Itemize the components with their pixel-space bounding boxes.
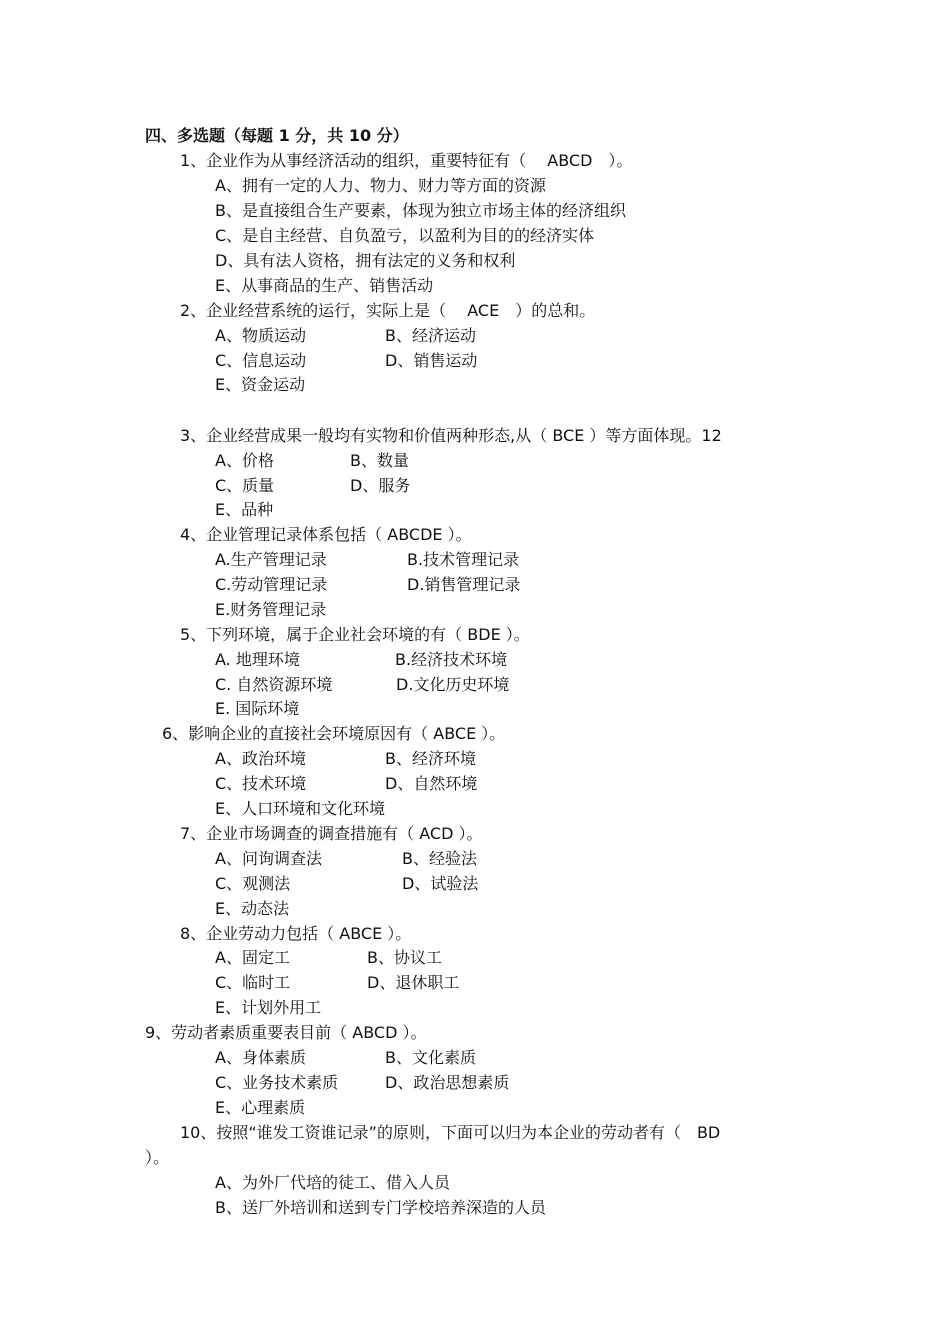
question-6-stem: 6、影响企业的直接社会环境原因有（ ABCE ）。 [162,724,506,743]
question-10-option-b: B、送厂外培训和送到专门学校培养深造的人员 [215,1198,546,1217]
question-6-option-d: D、自然环境 [385,774,478,793]
question-6-option-b: B、经济环境 [385,749,476,768]
question-7-option-b: B、经验法 [402,849,477,868]
question-4-option-d: D.销售管理记录 [407,575,521,594]
question-8-option-c: C、临时工 [215,973,291,992]
question-5-option-b: B.经济技术环境 [395,650,508,669]
question-5-option-a: A. 地理环境 [215,650,300,669]
question-6-option-a: A、政治环境 [215,749,306,768]
question-7-option-a: A、问询调查法 [215,849,322,868]
question-7-option-c: C、观测法 [215,874,291,893]
question-5-option-c: C. 自然资源环境 [215,675,333,694]
question-7-option-e: E、动态法 [215,899,290,918]
question-1-option-a: A、拥有一定的人力、物力、财力等方面的资源 [215,176,546,195]
question-8-option-d: D、退休职工 [367,973,460,992]
question-3-option-b: B、数量 [350,451,409,470]
question-9-option-e: E、心理素质 [215,1098,306,1117]
question-4-option-e: E.财务管理记录 [215,600,327,619]
question-6-option-e: E、人口环境和文化环境 [215,799,386,818]
question-2-option-a: A、物质运动 [215,326,306,345]
question-3-stem: 3、企业经营成果一般均有实物和价值两种形态,从（ BCE ）等方面体现。12 [180,426,722,445]
question-10-stem: 10、按照“谁发工资谁记录”的原则，下面可以归为本企业的劳动者有（ BD [180,1123,721,1142]
question-10-stem-continued: ）。 [145,1148,170,1167]
question-1-stem: 1、企业作为从事经济活动的组织，重要特征有（ ABCD ）。 [180,151,633,170]
question-1-option-b: B、是直接组合生产要素，体现为独立市场主体的经济组织 [215,201,626,220]
section-title: 四、多选题（每题 1 分，共 10 分） [145,126,409,145]
question-4-option-c: C.劳动管理记录 [215,575,328,594]
question-5-option-d: D.文化历史环境 [396,675,510,694]
question-8-option-a: A、固定工 [215,948,290,967]
question-4-option-a: A.生产管理记录 [215,550,327,569]
question-1-option-c: C、是自主经营、自负盈亏，以盈利为目的的经济实体 [215,226,595,245]
question-10-option-a: A、为外厂代培的徒工、借入人员 [215,1173,450,1192]
question-7-stem: 7、企业市场调查的调查措施有（ ACD ）。 [180,824,483,843]
question-8-option-e: E、计划外用工 [215,998,322,1017]
question-3-option-c: C、质量 [215,476,275,495]
question-2-option-b: B、经济运动 [385,326,476,345]
question-1-option-e: E、从事商品的生产、销售活动 [215,276,434,295]
question-2-option-e: E、资金运动 [215,375,306,394]
question-5-option-e: E. 国际环境 [215,699,300,718]
question-9-option-a: A、身体素质 [215,1048,306,1067]
question-8-stem: 8、企业劳动力包括（ ABCE ）。 [180,924,412,943]
question-4-option-b: B.技术管理记录 [407,550,520,569]
question-9-option-d: D、政治思想素质 [385,1073,510,1092]
question-9-option-b: B、文化素质 [385,1048,476,1067]
question-9-option-c: C、业务技术素质 [215,1073,339,1092]
question-2-option-d: D、销售运动 [385,351,478,370]
question-3-option-a: A、价格 [215,451,274,470]
question-6-option-c: C、技术环境 [215,774,307,793]
question-5-stem: 5、下列环境，属于企业社会环境的有（ BDE ）。 [180,625,530,644]
question-7-option-d: D、试验法 [402,874,479,893]
question-8-option-b: B、协议工 [367,948,442,967]
question-3-option-e: E、品种 [215,500,274,519]
question-1-option-d: D、具有法人资格，拥有法定的义务和权利 [215,251,516,270]
question-9-stem: 9、劳动者素质重要表目前（ ABCD ）。 [145,1023,427,1042]
question-2-option-c: C、信息运动 [215,351,307,370]
question-2-stem: 2、企业经营系统的运行，实际上是（ ACE ）的总和。 [180,301,596,320]
question-4-stem: 4、企业管理记录体系包括（ ABCDE ）。 [180,525,472,544]
question-3-option-d: D、服务 [350,476,411,495]
